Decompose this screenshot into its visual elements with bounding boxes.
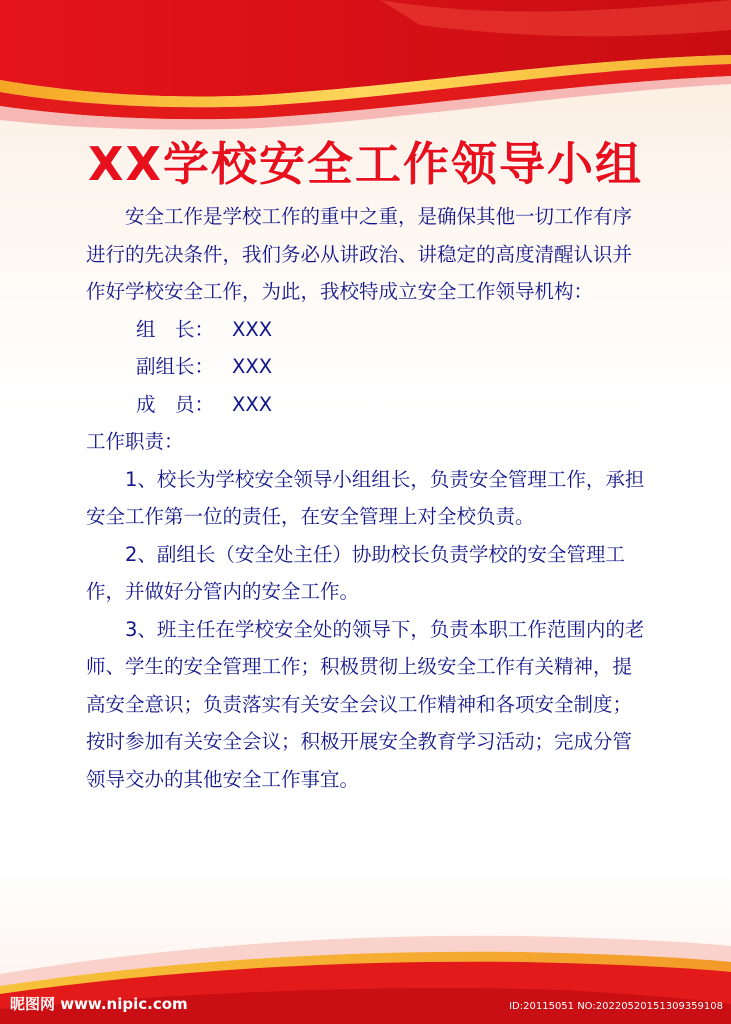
member-staff: [86, 386, 651, 424]
member-value: XXX: [232, 392, 273, 416]
member-leader: [86, 311, 651, 349]
duty-item-2: 2、副组长（安全处主任）协助校长负责学校的安全管理工作，并做好分管内的安全工作。: [86, 542, 625, 603]
duty-item-3: 3、班主任在学校安全处的领导下，负责本职工作范围内的老师、学生的安全管理工作；积极贯彻上级安全工作有关精神，提高安全意识；负责落实有关安全会议工作精神和各项安全制度；按时参加有关安全会议；积极开展安全教育学习活动；完成分管领导交办的其他安全工作事宜。: [86, 617, 645, 791]
member-value: XXX: [232, 317, 273, 341]
member-label: 组 长：: [136, 317, 215, 341]
intro-paragraph: 安全工作是学校工作的重中之重，是确保其他一切工作有序进行的先决条件，我们务必从讲政治、讲稳定的高度清醒认识并作好学校安全工作，为此，我校特成立安全工作领导机构：: [86, 205, 633, 303]
member-value: XXX: [232, 355, 273, 378]
content-body: [86, 198, 651, 798]
member-label: 成 员：: [136, 392, 215, 416]
duties-heading: 工作职责：: [86, 430, 184, 453]
duty-item-1: 1、校长为学校安全领导小组组长，负责安全管理工作，承担安全工作第一位的责任，在安全管理上对全校负责。: [86, 467, 645, 528]
watermark-id: ID:20115051 NO:20220520151309359108: [509, 1001, 723, 1012]
member-label: 副组长：: [136, 355, 215, 378]
top-red-wave-banner: [0, 0, 731, 140]
watermark-site: 昵图网 www.nipic.com: [10, 995, 188, 1013]
member-deputy: [86, 348, 651, 386]
page-title: XX学校安全工作领导小组: [88, 137, 643, 191]
